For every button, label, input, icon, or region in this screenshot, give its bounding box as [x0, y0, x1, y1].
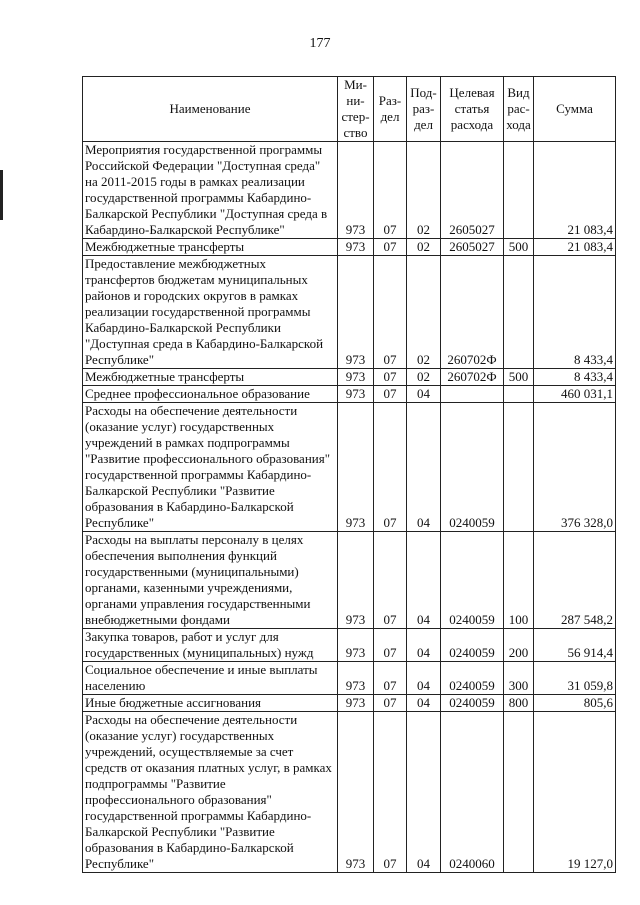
row-ministry-cell: 973 [338, 142, 374, 239]
row-amount-cell: 8 433,4 [534, 256, 616, 369]
row-type-cell [504, 403, 534, 532]
row-section-cell: 07 [374, 662, 407, 695]
row-amount-cell: 8 433,4 [534, 369, 616, 386]
row-amount-cell: 56 914,4 [534, 629, 616, 662]
table-row [83, 239, 616, 256]
row-name-cell: Среднее профессиональное образование [83, 386, 338, 403]
row-target-cell: 0240060 [441, 712, 504, 873]
row-subsection-cell: 04 [407, 695, 441, 712]
row-target-cell: 0240059 [441, 532, 504, 629]
page-number: 177 [309, 36, 331, 51]
row-name-cell: Межбюджетные трансферты [83, 369, 338, 386]
row-target-cell: 260702Ф [441, 256, 504, 369]
row-ministry-cell: 973 [338, 712, 374, 873]
row-section-cell: 07 [374, 629, 407, 662]
row-subsection-cell: 02 [407, 256, 441, 369]
row-section-cell: 07 [374, 256, 407, 369]
row-name-cell: Межбюджетные трансферты [83, 239, 338, 256]
header-amount: Сумма [534, 77, 616, 142]
row-type-cell: 500 [504, 369, 534, 386]
row-amount-cell: 19 127,0 [534, 712, 616, 873]
header-row [83, 77, 616, 142]
row-target-cell: 2605027 [441, 239, 504, 256]
row-name-cell: Расходы на выплаты персоналу в целях обеспечения выполнения функций государственными (муниципальными) органами, казенными учреждениями, органами управления государственными внебюджетными фондами [83, 532, 338, 629]
row-target-cell: 0240059 [441, 403, 504, 532]
row-ministry-cell: 973 [338, 256, 374, 369]
row-ministry-cell: 973 [338, 629, 374, 662]
table-row [83, 369, 616, 386]
row-target-cell: 260702Ф [441, 369, 504, 386]
row-name-cell: Расходы на обеспечение деятельности (оказание услуг) государственных учреждений в рамках подпрограммы "Развитие профессионального образования" государственной программы Кабардино-Балкарской Республики "Развитие образования в Кабардино-Балкарской Республике" [83, 403, 338, 532]
row-target-cell: 0240059 [441, 695, 504, 712]
row-subsection-cell: 04 [407, 532, 441, 629]
row-section-cell: 07 [374, 142, 407, 239]
header-subsection: Под- раз- дел [407, 77, 441, 142]
budget-table [82, 76, 616, 873]
header-target: Целевая статья расхода [441, 77, 504, 142]
row-section-cell: 07 [374, 712, 407, 873]
row-name-cell: Предоставление межбюджетных трансфертов бюджетам муниципальных районов и городских округов в рамках реализации государственной программы Кабардино-Балкарской Республики "Доступная среда в Кабардино-Балкарской Республике" [83, 256, 338, 369]
row-subsection-cell: 04 [407, 662, 441, 695]
table-row [83, 256, 616, 369]
row-section-cell: 07 [374, 386, 407, 403]
row-amount-cell: 31 059,8 [534, 662, 616, 695]
row-subsection-cell: 02 [407, 369, 441, 386]
row-target-cell: 0240059 [441, 662, 504, 695]
row-section-cell: 07 [374, 403, 407, 532]
row-ministry-cell: 973 [338, 369, 374, 386]
row-target-cell: 0240059 [441, 629, 504, 662]
row-type-cell [504, 142, 534, 239]
row-ministry-cell: 973 [338, 662, 374, 695]
header-type: Вид рас- хода [504, 77, 534, 142]
row-ministry-cell: 973 [338, 695, 374, 712]
row-type-cell: 500 [504, 239, 534, 256]
table-row [83, 695, 616, 712]
row-name-cell: Иные бюджетные ассигнования [83, 695, 338, 712]
row-type-cell: 100 [504, 532, 534, 629]
row-ministry-cell: 973 [338, 403, 374, 532]
row-type-cell [504, 712, 534, 873]
row-amount-cell: 805,6 [534, 695, 616, 712]
row-name-cell: Социальное обеспечение и иные выплаты населению [83, 662, 338, 695]
table-row [83, 629, 616, 662]
row-subsection-cell: 02 [407, 142, 441, 239]
row-type-cell [504, 256, 534, 369]
row-name-cell: Закупка товаров, работ и услуг для государственных (муниципальных) нужд [83, 629, 338, 662]
row-section-cell: 07 [374, 695, 407, 712]
row-name-cell: Расходы на обеспечение деятельности (оказание услуг) государственных учреждений, осуществляемые за счет средств от оказания платных услуг, в рамках подпрограммы "Развитие профессионального образования" государственной программы Кабардино-Балкарской Республики "Развитие образования в Кабардино-Балкарской Республике" [83, 712, 338, 873]
row-type-cell [504, 386, 534, 403]
row-type-cell: 300 [504, 662, 534, 695]
row-amount-cell: 21 083,4 [534, 142, 616, 239]
row-subsection-cell: 04 [407, 629, 441, 662]
row-section-cell: 07 [374, 239, 407, 256]
row-name-cell: Мероприятия государственной программы Российской Федерации "Доступная среда" на 2011-2015 годы в рамках реализации государственной программы Кабардино-Балкарской Республики "Доступная среда в Кабардино-Балкарской Республике" [83, 142, 338, 239]
table-row [83, 403, 616, 532]
row-target-cell: 2605027 [441, 142, 504, 239]
row-target-cell [441, 386, 504, 403]
row-subsection-cell: 04 [407, 386, 441, 403]
table-row [83, 386, 616, 403]
header-ministry: Ми- ни- стер- ство [338, 77, 374, 142]
row-subsection-cell: 02 [407, 239, 441, 256]
row-amount-cell: 287 548,2 [534, 532, 616, 629]
row-amount-cell: 21 083,4 [534, 239, 616, 256]
row-ministry-cell: 973 [338, 239, 374, 256]
table-row [83, 532, 616, 629]
row-ministry-cell: 973 [338, 532, 374, 629]
binding-mark [0, 170, 3, 220]
header-section: Раз- дел [374, 77, 407, 142]
row-subsection-cell: 04 [407, 712, 441, 873]
row-amount-cell: 376 328,0 [534, 403, 616, 532]
row-subsection-cell: 04 [407, 403, 441, 532]
row-amount-cell: 460 031,1 [534, 386, 616, 403]
row-type-cell: 800 [504, 695, 534, 712]
table-row [83, 712, 616, 873]
row-type-cell: 200 [504, 629, 534, 662]
row-section-cell: 07 [374, 532, 407, 629]
row-section-cell: 07 [374, 369, 407, 386]
table-row [83, 662, 616, 695]
row-ministry-cell: 973 [338, 386, 374, 403]
table-row [83, 142, 616, 239]
header-name: Наименование [83, 77, 338, 142]
